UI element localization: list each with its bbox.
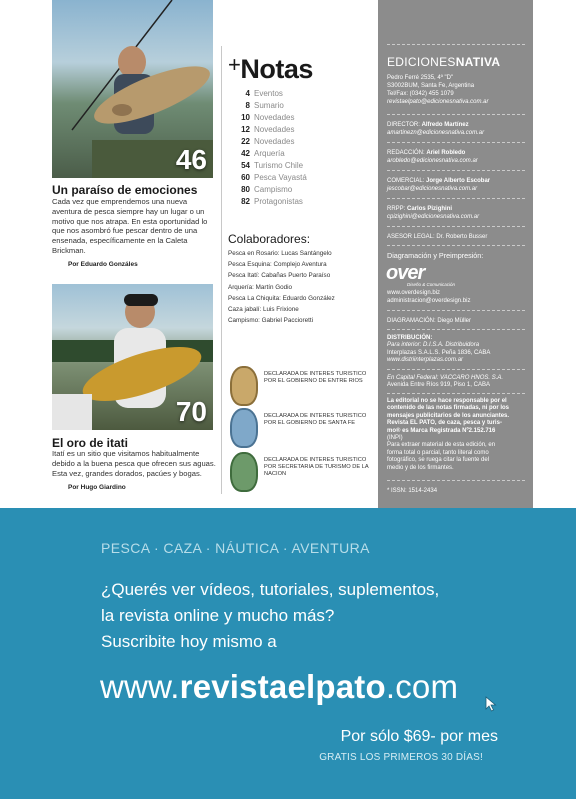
contact-email[interactable]: cpizighini@edicionesnativa.com.ar (387, 214, 480, 220)
fishing-photo-itati (52, 284, 213, 430)
banner-categories: PESCA · CAZA · NÁUTICA · AVENTURA (101, 540, 370, 556)
colaborador-item: Pesca Esquina: Complejo Aventura (228, 261, 327, 269)
subscription-price: Por sólo $69- por mes (340, 728, 498, 745)
subscription-banner[interactable] (0, 508, 576, 799)
legal-line: fotográfico, se ruega citar la fuente del (387, 457, 490, 464)
dashed-divider (387, 170, 525, 171)
toc-entry[interactable] (228, 160, 368, 172)
colaborador-item: Pesca Itatí: Cabañas Puerto Paraíso (228, 272, 331, 280)
page-number-badge: 46 (175, 144, 207, 175)
column-divider (221, 46, 222, 494)
dashed-divider (387, 198, 525, 199)
person-name: Alfredo Martínez (421, 122, 469, 128)
banner-line: ¿Querés ver vídeos, tutoriales, suplementos, (101, 580, 440, 599)
declaracion-text: DECLARADA DE INTERES TURISTICO POR EL GOBIERNO DE ENTRE RIOS (264, 371, 367, 384)
role-label: DIRECTOR: (387, 122, 420, 128)
dashed-divider (387, 142, 525, 143)
santa-fe-shield-icon (230, 408, 258, 448)
capital-line: En Capital Federal: VACCARO HNOS. S.A. (387, 375, 504, 381)
dashed-divider (387, 310, 525, 311)
story-title[interactable]: El oro de itati (52, 436, 129, 450)
address-line: Tel/Fax: (0342) 455 1079 (387, 91, 454, 97)
notas-title: Notas (240, 54, 313, 84)
url-part: revistaelpato (179, 668, 386, 705)
declaracion-entre-rios (228, 366, 378, 410)
publisher-address (387, 74, 527, 106)
legal-line: (INPI) (387, 435, 403, 442)
dashed-divider (387, 226, 525, 227)
toc-entry[interactable] (228, 135, 368, 147)
role-label: COMERCIAL: (387, 178, 425, 184)
plus-glyph: + (228, 52, 241, 77)
over-web[interactable]: www.overdesign.biz (387, 290, 441, 296)
toc-page: 60 (241, 173, 250, 183)
colaboradores-list (228, 248, 373, 326)
toc-entry[interactable] (228, 147, 368, 159)
website-link[interactable] (100, 668, 458, 706)
toc-page: 42 (241, 149, 250, 159)
toc-page: 4 (245, 88, 250, 98)
distribucion-line: Interplazas S.A.L.S. Peña 1836, CABA (387, 349, 491, 356)
declaracion-text: DECLARADA DE INTERES TURISTICO POR EL GOBIERNO DE SANTA FE (264, 413, 367, 426)
diagramacion-heading: Diagramación y Preimpresión: (387, 251, 484, 260)
person-name: Carlos Pizighini (407, 206, 453, 212)
redaccion-credit (387, 149, 527, 165)
colaborador-item: Pesca La Chiquita: Eduardo González (228, 294, 335, 302)
toc-section: Novedades (254, 124, 295, 134)
toc-entry[interactable] (228, 99, 368, 111)
toc-page: 10 (241, 112, 250, 122)
declaracion-text: DECLARADA DE INTERES TURISTICO POR SECRETARIA DE TURISMO DE LA NACION (264, 457, 369, 477)
toc-page: 8 (245, 100, 250, 110)
fishing-photo-paraiso (52, 0, 213, 178)
dashed-divider (387, 369, 525, 370)
distribucion-block (387, 335, 527, 365)
entre-rios-shield-icon (230, 366, 258, 406)
declaracion-santa-fe (228, 408, 378, 452)
toc-entry[interactable] (228, 184, 368, 196)
legal-line: mensajes publicitarios de los anunciantes. (387, 412, 510, 419)
person-name: Ariel Robledo (426, 150, 466, 156)
toc-section: Turismo Chile (254, 161, 304, 171)
dashed-divider (387, 329, 525, 330)
toc-section: Pesca Vayastá (254, 173, 307, 183)
brand-part: EDICIONES (387, 55, 456, 69)
banner-line: la revista online y mucho más? (101, 606, 335, 625)
dashed-divider (387, 393, 525, 394)
legal-notice (387, 398, 527, 472)
contact-email[interactable]: jescobar@edicionesnativa.com.ar (387, 186, 478, 192)
role-label: REDACCIÓN: (387, 150, 425, 156)
story-author: Por Hugo Giardino (68, 484, 126, 491)
role-label: RRPP: (387, 206, 406, 212)
comercial-credit (387, 177, 527, 193)
distribucion-line: Para interior: D.I.S.A. Distribuidora (387, 342, 480, 349)
toc-page: 54 (241, 161, 250, 171)
colaboradores-heading: Colaboradores: (228, 232, 311, 246)
toc-section: Protagonistas (254, 197, 303, 207)
capital-distribution (387, 375, 527, 390)
legal-line: Revista EL PATO, de caza, pesca y turis- (387, 420, 502, 427)
toc-entry[interactable] (228, 123, 368, 135)
story-summary: Cada vez que emprendemos una nueva aventura de pesca siempre hay un lugar o un motivo que nos atrapa. En esta oportunidad lo que nos asombró fue pescar dentro de una ensenada, específicamente en la Caleta Brickman. (52, 197, 208, 255)
url-part: www. (100, 668, 180, 705)
toc-section: Campismo (254, 185, 293, 195)
colaborador-item: Arquería: Martín Godio (228, 283, 293, 291)
toc-section: Novedades (254, 112, 295, 122)
dashed-divider (387, 44, 525, 45)
legal-line: La editorial no se hace responsable por el (387, 398, 507, 404)
colaborador-item: Pesca en Rosario: Lucas Santángelo (228, 250, 332, 257)
contact-email[interactable]: amartinezn@edicionesnativa.com.ar (387, 130, 485, 136)
notas-heading (228, 54, 313, 85)
banner-line: Suscribite hoy mismo a (101, 632, 277, 651)
toc-section: Arquería (254, 149, 285, 159)
toc-page: 12 (241, 124, 250, 134)
toc-entry[interactable] (228, 111, 368, 123)
toc-entry[interactable] (228, 87, 368, 99)
over-design-logo: over (386, 262, 425, 284)
contact-email[interactable]: arobledo@edicionesnativa.com.ar (387, 158, 478, 164)
toc-page: 22 (241, 136, 250, 146)
contact-email[interactable]: revistaelpato@edicionesnativa.com.ar (387, 99, 489, 105)
rrpp-credit (387, 205, 527, 221)
toc-entry[interactable] (228, 172, 368, 184)
national-shield-icon (230, 452, 258, 492)
toc-entry[interactable] (228, 196, 368, 208)
legal-line: mo® es Marca Registrada Nº2.152.716 (387, 427, 496, 434)
mouse-pointer-icon (485, 696, 497, 712)
person-name: Jorge Alberto Escobar (426, 178, 491, 184)
address-line: Pedro Ferré 2535, 4º "D" (387, 75, 454, 81)
story-title[interactable]: Un paraíso de emociones (52, 183, 198, 197)
dashed-divider (387, 480, 525, 481)
page-number-badge: 70 (175, 396, 207, 427)
toc-page: 82 (241, 197, 250, 207)
table-of-contents (228, 87, 368, 208)
legal-line: forma total o parcial, tanto literal como (387, 449, 489, 456)
role-label: DISTRIBUCIÓN: (387, 335, 433, 341)
legal-line: medio y de los firmantes. (387, 464, 454, 471)
colaborador-item: Caza jabalí: Luis Frixione (228, 305, 299, 313)
free-trial-note: GRATIS LOS PRIMEROS 30 DÍAS! (319, 752, 483, 763)
address-line: S3002BUM, Santa Fe, Argentina (387, 83, 475, 89)
over-design-tagline: Diseño & Comunicación (407, 282, 456, 287)
colaborador-item: Campismo: Gabriel Paccioretti (228, 317, 314, 325)
declaracion-nacion (228, 452, 378, 496)
contact-email[interactable]: administracion@overdesign.biz (387, 298, 471, 304)
issn: * ISSN: 1514-2434 (387, 488, 438, 494)
dashed-divider (387, 114, 525, 115)
capital-address: Avenida Entre Ríos 919, Piso 1, CABA (387, 382, 490, 389)
brand-part: NATIVA (455, 55, 501, 69)
diagramacion-credit: DIAGRAMACIÓN: Diego Müller (387, 318, 472, 324)
url-part: .com (385, 668, 459, 705)
distribucion-line[interactable]: www.distriinterplazas.com.ar (387, 357, 464, 364)
credits-panel (378, 0, 533, 508)
toc-section: Novedades (254, 136, 295, 146)
legal-line: Para extraer material de esta edición, en (387, 442, 496, 449)
legal-line: contenido de las notas firmadas, ni por los (387, 405, 510, 412)
asesor-credit: ASESOR LEGAL: Dr. Roberto Busser (387, 234, 488, 240)
story-author: Por Eduardo Gonzáles (68, 261, 138, 268)
publisher-brand (387, 55, 500, 69)
dashed-divider (387, 245, 525, 246)
over-design-contact (387, 289, 527, 305)
toc-section: Sumario (254, 100, 284, 110)
story-summary: Itatí es un sitio que visitamos habitualmente debido a la buena pesca que ofrecen sus aguas. Esta vez, grandes dorados, pacúes y bogas. (52, 449, 216, 478)
director-credit (387, 121, 527, 137)
toc-page: 80 (241, 185, 250, 195)
toc-section: Eventos (254, 88, 283, 98)
